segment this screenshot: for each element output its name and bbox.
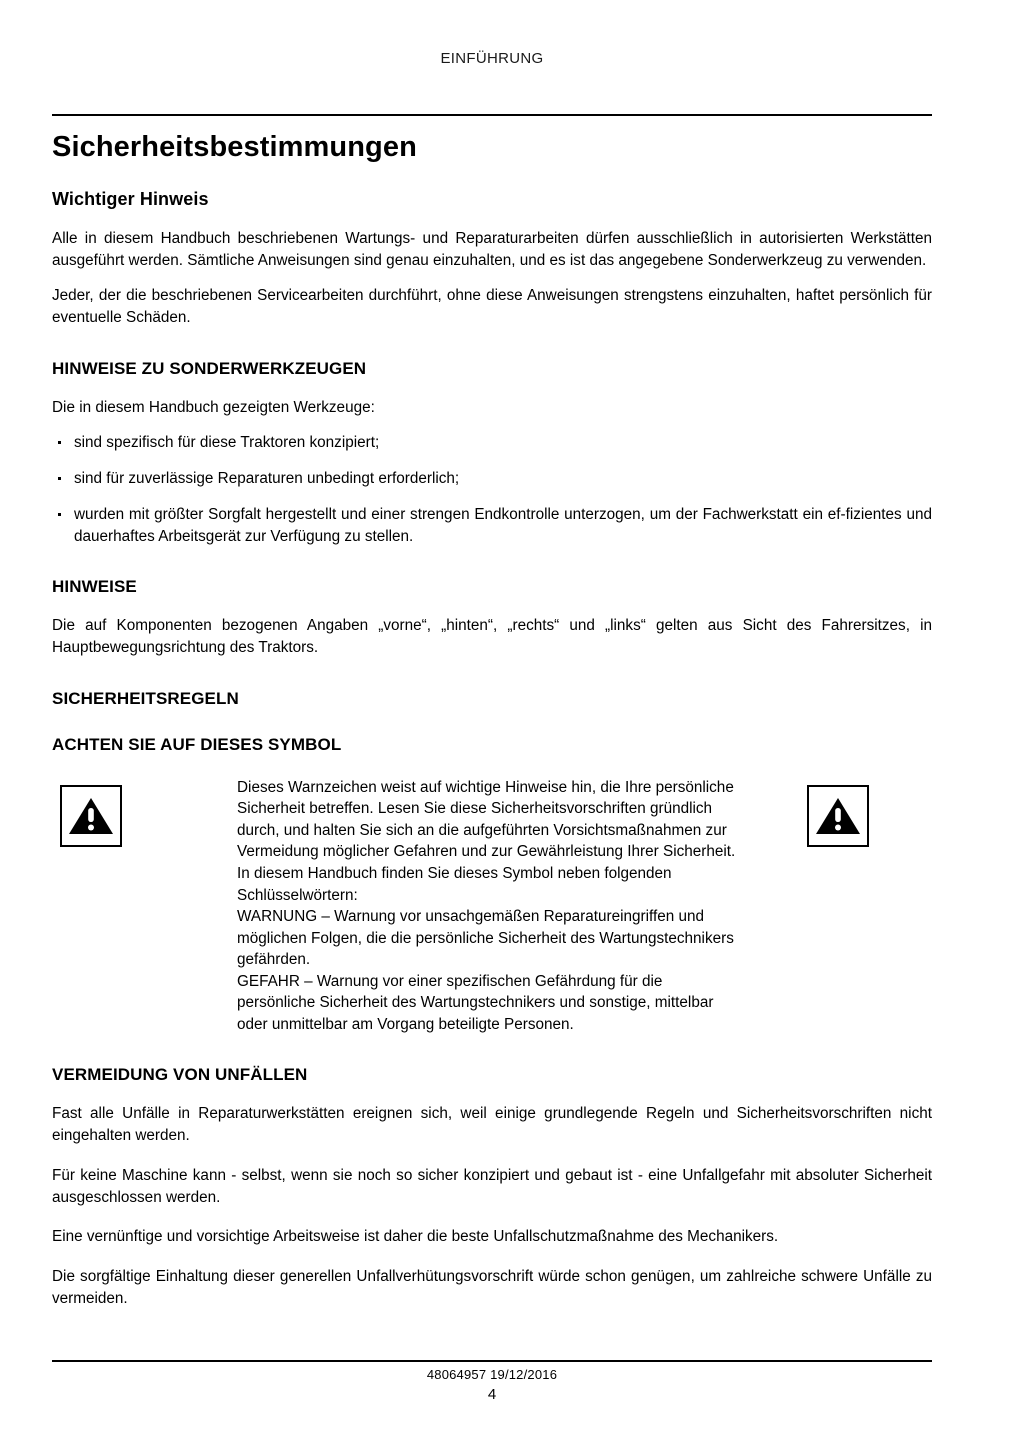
warning-symbol-box-right: [807, 785, 869, 847]
list-item: sind für zuverlässige Reparaturen unbedingt erforderlich;: [52, 468, 932, 490]
footer-page-number: 4: [487, 1386, 497, 1403]
warning-text-line: Schlüsselwörtern:: [237, 886, 358, 904]
warning-text-line: Vermeidung möglicher Gefahren und zur Gewährleistung Ihrer Sicherheit.: [237, 843, 736, 861]
section-heading-watch-symbol: ACHTEN SIE AUF DIESES SYMBOL: [52, 734, 342, 754]
warning-text-line: In diesem Handbuch finden Sie dieses Symbol neben folgenden: [237, 864, 672, 882]
accident-paragraph-4: Die sorgfältige Einhaltung dieser generellen Unfallverhütungsvorschrift würde schon genügen, um zahlreiche schwere Unfälle zu vermeiden.: [52, 1268, 932, 1307]
special-tools-lead: Die in diesem Handbuch gezeigten Werkzeuge:: [52, 398, 375, 416]
subheading-important-note: Wichtiger Hinweis: [52, 188, 209, 209]
section-heading-special-tools: HINWEISE ZU SONDERWERKZEUGEN: [52, 358, 367, 378]
special-tools-bullet-list: [52, 432, 932, 547]
page-footer: [52, 1360, 932, 1403]
intro-paragraph-2: Jeder, der die beschriebenen Servicearbeiten durchführt, ohne diese Anweisungen strengstens einzuhalten, haftet persönlich für eventuelle Schäden.: [52, 287, 932, 326]
intro-paragraph-1: Alle in diesem Handbuch beschriebenen Wartungs- und Reparaturarbeiten dürfen ausschließlich in autorisierten Werkstätten ausgeführt werden. Sämtliche Anweisungen sind genau einzuhalten, und es ist das angegebene Sonderwerkzeug zu verwenden.: [52, 229, 932, 269]
warning-symbol-description: [237, 777, 737, 1036]
section-heading-accident-prevention: VERMEIDUNG VON UNFÄLLEN: [52, 1065, 308, 1085]
warning-text-line: persönliche Sicherheit des Wartungstechnikers und sonstige, mittelbar: [237, 994, 714, 1012]
page-title: Sicherheitsbestimmungen: [52, 131, 417, 163]
warning-text-line: durch, und halten Sie sich an die aufgeführten Vorsichtsmaßnahmen zur: [237, 821, 727, 839]
section-heading-safety-rules: SICHERHEITSREGELN: [52, 688, 239, 708]
footer-divider: [52, 1360, 932, 1362]
accident-paragraph-1: Fast alle Unfälle in Reparaturwerkstätten ereignen sich, weil einige grundlegende Regeln und Sicherheitsvorschriften nicht eingehalten werden.: [52, 1105, 932, 1145]
warning-symbol-box-left: [60, 785, 122, 847]
warning-text-line: GEFAHR – Warnung vor einer spezifischen Gefährdung für die: [237, 972, 663, 990]
warning-text-line: gefährden.: [237, 951, 311, 969]
page-content: [52, 0, 932, 1309]
running-header-title: EINFÜHRUNG: [440, 50, 544, 67]
warning-symbol-block: [52, 777, 932, 1036]
section-heading-notes: HINWEISE: [52, 577, 137, 597]
list-item: sind spezifisch für diese Traktoren konzipiert;: [52, 432, 932, 454]
warning-triangle-icon: [68, 796, 114, 836]
warning-triangle-icon: [815, 796, 861, 836]
footer-document-code: 48064957 19/12/2016: [426, 1367, 558, 1382]
warning-text-line: Sicherheit betreffen. Lesen Sie diese Sicherheitsvorschriften gründlich: [237, 800, 713, 818]
notes-paragraph: Die auf Komponenten bezogenen Angaben „vorne“, „hinten“, „rechts“ und „links“ gelten aus Sicht des Fahrersitzes, in Hauptbewegungsrichtung des Traktors.: [52, 617, 932, 656]
warning-text-line: WARNUNG – Warnung vor unsachgemäßen Reparatureingriffen und: [237, 908, 705, 926]
warning-text-line: möglichen Folgen, die die persönliche Sicherheit des Wartungstechnikers: [237, 929, 734, 947]
header-divider: [52, 114, 932, 116]
warning-text-line: Dieses Warnzeichen weist auf wichtige Hinweise hin, die Ihre persönliche: [237, 778, 734, 796]
accident-paragraph-3: Eine vernünftige und vorsichtige Arbeitsweise ist daher die beste Unfallschutzmaßnahme des Mechanikers.: [52, 1228, 779, 1246]
accident-paragraph-2: Für keine Maschine kann - selbst, wenn sie noch so sicher konzipiert und gebaut ist - eine Unfallgefahr mit absoluter Sicherheit ausgeschlossen werden.: [52, 1166, 932, 1206]
list-item: wurden mit größter Sorgfalt hergestellt und einer strengen Endkontrolle unterzogen, um der Fachwerkstatt ein ef-fizientes und dauerhaftes Arbeitsgerät zur Verfügung zu stellen.: [52, 504, 932, 547]
warning-text-line: oder unmittelbar am Vorgang beteiligte Personen.: [237, 1015, 574, 1033]
